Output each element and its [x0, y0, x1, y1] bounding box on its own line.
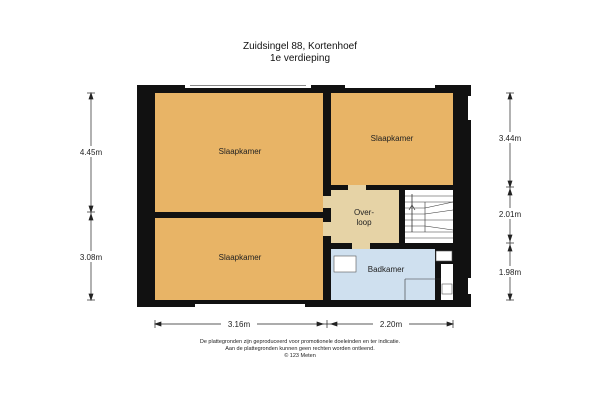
bathroom-niche: [441, 264, 453, 300]
door-slaapkamer-small[interactable]: [348, 185, 366, 190]
label-badkamer: Badkamer: [367, 265, 405, 274]
toilet-icon: [436, 251, 452, 261]
copyright-line: © 123 Meten: [284, 353, 316, 359]
window-right-upper: [468, 96, 471, 120]
plan-floor-title: 1e verdieping: [269, 53, 331, 64]
window-sill-line: [190, 85, 306, 86]
dim-bottom-right: 2.20m: [379, 320, 403, 329]
dim-right-bottom: 1.98m: [498, 268, 522, 277]
door-slaapkamer-lower[interactable]: [323, 222, 331, 236]
sink-icon: [442, 284, 452, 294]
window-top-right: [345, 85, 435, 88]
dim-left-top: 4.45m: [79, 148, 103, 157]
label-overloop-line1: Over-: [354, 208, 374, 217]
dim-right-middle: 2.01m: [498, 210, 522, 219]
door-slaapkamer-large[interactable]: [323, 196, 331, 208]
dim-left-bottom: 3.08m: [79, 253, 103, 262]
door-badkamer[interactable]: [352, 243, 370, 249]
label-slaapkamer-large: Slaapkamer: [218, 147, 262, 156]
dim-right-top: 3.44m: [498, 134, 522, 143]
washbasin-icon: [334, 256, 356, 272]
window-bottom-left: [195, 304, 305, 307]
plan-address-title: Zuidsingel 88, Kortenhoef: [243, 41, 357, 52]
dim-bottom-left: 3.16m: [227, 320, 251, 329]
label-overloop-line2: loop: [356, 218, 372, 227]
label-slaapkamer-lower: Slaapkamer: [218, 253, 262, 262]
window-right-lower: [468, 278, 471, 294]
disclaimer-line-2: Aan de plattegronden kunnen geen rechten worden ontleend.: [225, 346, 375, 352]
label-slaapkamer-small: Slaapkamer: [370, 134, 414, 143]
disclaimer-line-1: De plattegronden zijn geproduceerd voor promotionele doeleinden en ter indicatie.: [199, 339, 401, 345]
